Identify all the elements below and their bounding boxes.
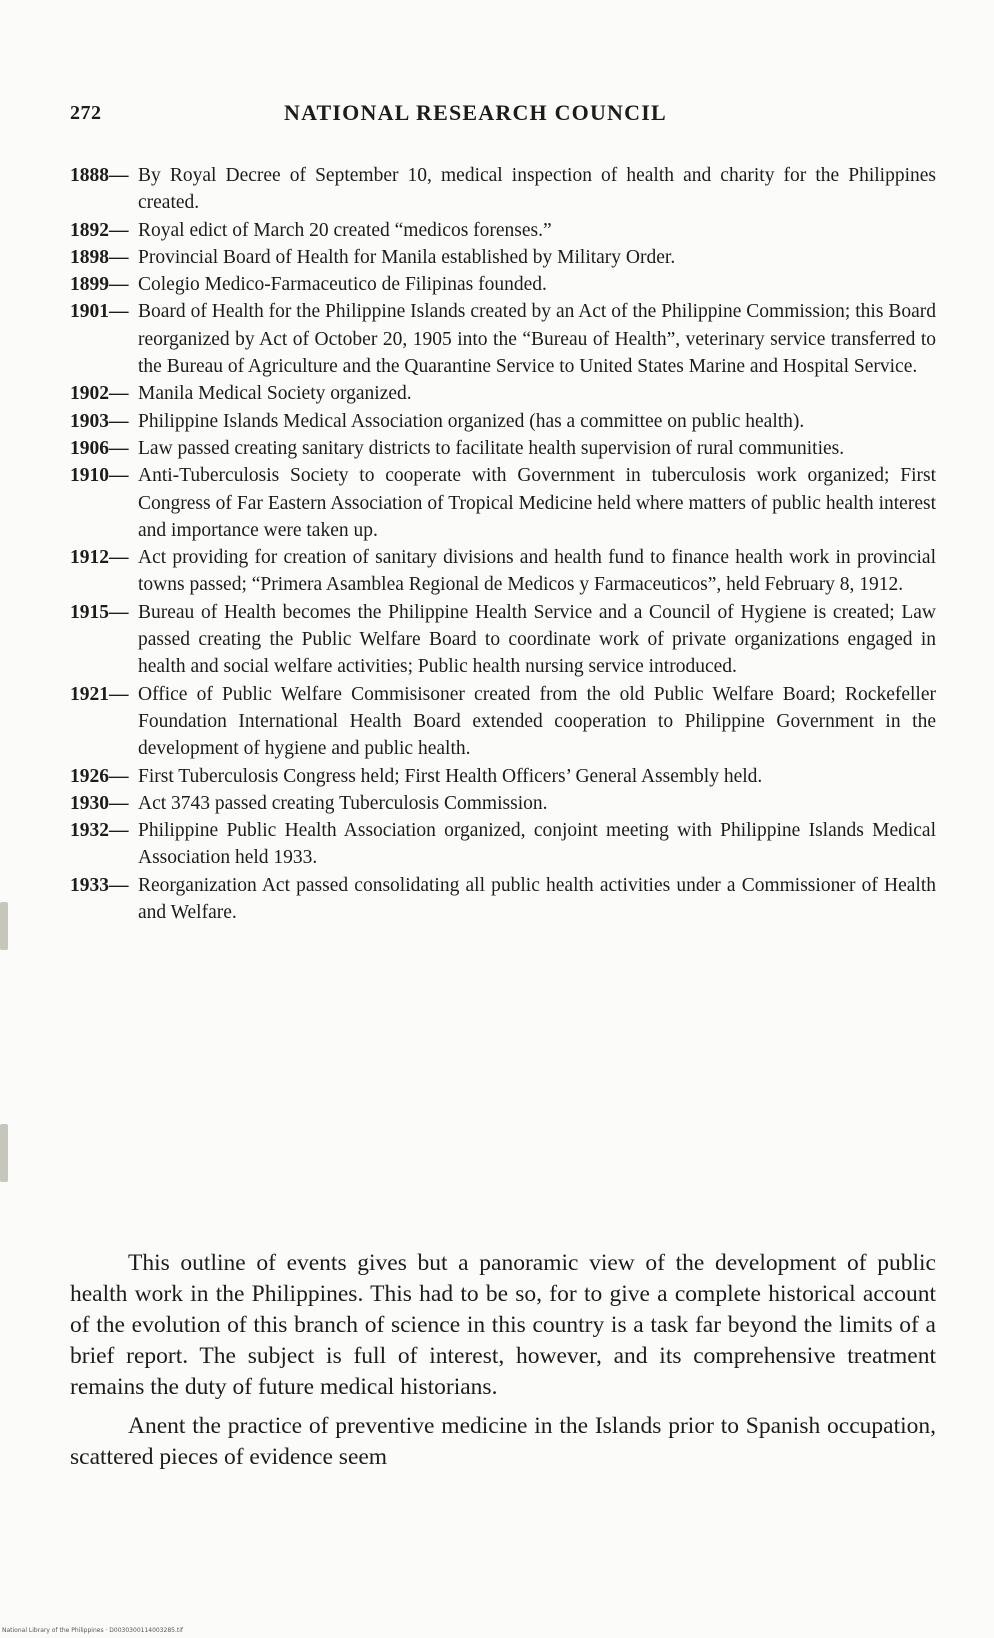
timeline-year: 1892— <box>70 219 129 241</box>
page-number: 272 <box>70 102 102 124</box>
timeline-entry <box>70 872 936 927</box>
timeline-year: 1933— <box>70 874 129 896</box>
scan-edge-mark <box>0 1124 8 1182</box>
timeline-text: Act providing for creation of sanitary divisions and health fund to finance health work in provincial towns passed; “Primera Asamblea Regional de Medicos y Farmaceuticos”, held February 8, 1912. <box>138 547 936 596</box>
timeline-entry <box>70 217 936 244</box>
timeline-year: 1915— <box>70 601 129 623</box>
timeline-year: 1930— <box>70 792 129 814</box>
timeline-text: Bureau of Health becomes the Philippine Health Service and a Council of Hygiene is created; Law passed creating the Public Welfare Board to coordinate work of private organizations engaged in health and social welfare activities; Public health nursing service introduced. <box>138 601 936 678</box>
timeline-text: Board of Health for the Philippine Islands created by an Act of the Philippine Commission; this Board reorganized by Act of October 20, 1905 into the “Bureau of Health”, veterinary service transferred to the Bureau of Agriculture and the Quarantine Service to United States Marine and Hospital Service. <box>138 301 936 378</box>
timeline-year: 1932— <box>70 820 129 842</box>
scan-edge-mark <box>0 902 8 950</box>
timeline-entry <box>70 599 936 681</box>
timeline-year: 1926— <box>70 765 129 787</box>
body-text <box>70 1248 936 1481</box>
timeline-entry <box>70 408 936 435</box>
timeline-entry <box>70 271 936 298</box>
timeline-year: 1910— <box>70 465 129 487</box>
timeline-entry <box>70 435 936 462</box>
timeline-text: Philippine Public Health Association organized, conjoint meeting with Philippine Islands Medical Association held 1933. <box>138 820 936 869</box>
timeline-text: Colegio Medico-Farmaceutico de Filipinas founded. <box>138 274 547 296</box>
body-paragraph: Anent the practice of preventive medicine in the Islands prior to Spanish occupation, scattered pieces of evidence seem <box>70 1413 936 1470</box>
timeline-text: Law passed creating sanitary districts to facilitate health supervision of rural communities. <box>138 437 845 459</box>
timeline-text: Act 3743 passed creating Tuberculosis Commission. <box>138 792 548 814</box>
timeline-entry <box>70 244 936 271</box>
timeline-year: 1898— <box>70 246 129 268</box>
timeline-entry <box>70 462 936 544</box>
timeline-entry <box>70 298 936 380</box>
scan-source-note: National Library of the Philippines · D0030300114003285.tif <box>2 1627 184 1634</box>
timeline-entry <box>70 763 936 790</box>
timeline-year: 1899— <box>70 274 129 296</box>
timeline-text: Philippine Islands Medical Association organized (has a committee on public health). <box>138 410 805 432</box>
timeline-text: Manila Medical Society organized. <box>138 383 412 405</box>
timeline-entry <box>70 380 936 407</box>
timeline-text: Royal edict of March 20 created “medicos forenses.” <box>138 219 552 241</box>
timeline-entry <box>70 681 936 763</box>
timeline-year: 1901— <box>70 301 129 323</box>
timeline-year: 1888— <box>70 165 129 186</box>
timeline-entry <box>70 790 936 817</box>
timeline-text: Anti-Tuberculosis Society to cooperate with Government in tuberculosis work organized; First Congress of Far Eastern Association of Tropical Medicine held where matters of public health interest and importance were taken up. <box>138 465 936 541</box>
page-header <box>70 100 930 130</box>
body-paragraph: This outline of events gives but a panoramic view of the development of public health work in the Philippines. This had to be so, for to give a complete historical account of the evolution of this branch of science in this country is a task far beyond the limits of a brief report. The subject is full of interest, however, and its comprehensive treatment remains the duty of future medical historians. <box>70 1250 936 1400</box>
timeline-year: 1921— <box>70 683 129 705</box>
timeline-text: By Royal Decree of September 10, medical inspection of health and charity for the Philippines created. <box>138 165 936 214</box>
running-title: NATIONAL RESEARCH COUNCIL <box>284 100 667 125</box>
timeline-year: 1906— <box>70 437 129 459</box>
timeline-entry <box>70 544 936 599</box>
timeline-list <box>70 162 936 926</box>
timeline-year: 1902— <box>70 383 129 405</box>
timeline-entry <box>70 162 936 217</box>
timeline-text: First Tuberculosis Congress held; First Health Officers’ General Assembly held. <box>138 765 763 787</box>
timeline-text: Office of Public Welfare Commisisoner created from the old Public Welfare Board; Rockefeller Foundation International Health Board extended cooperation to Philippine Government in the development of hygiene and public health. <box>138 683 936 760</box>
timeline-text: Reorganization Act passed consolidating all public health activities under a Commissioner of Health and Welfare. <box>138 874 936 924</box>
timeline-year: 1912— <box>70 547 129 569</box>
timeline-year: 1903— <box>70 410 129 432</box>
timeline-entry <box>70 817 936 872</box>
timeline-text: Provincial Board of Health for Manila established by Military Order. <box>138 246 676 268</box>
